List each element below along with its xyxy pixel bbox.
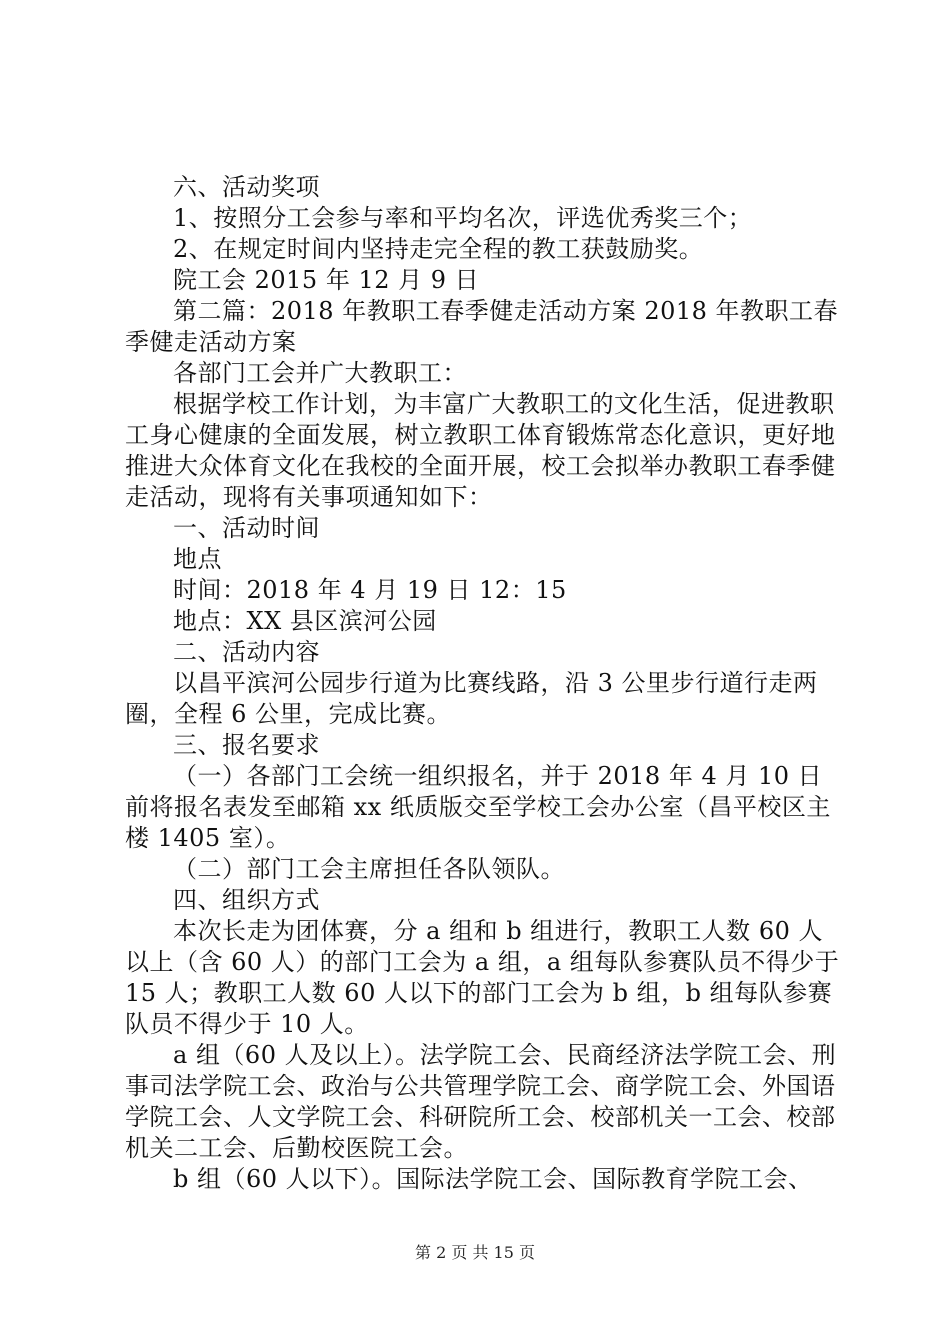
award-item-2: 2、在规定时间内坚持走完全程的教工获鼓励奖。 bbox=[173, 235, 704, 263]
award-item-1: 1、按照分工会参与率和平均名次，评选优秀奖三个； bbox=[173, 204, 753, 232]
registration-item-2: （二）部门工会主席担任各队领队。 bbox=[173, 855, 565, 883]
registration-item-1: （一）各部门工会统一组织报名，并于 2018 年 4 月 10 日前将报名表发至邮箱 xx 纸质版交至学校工会办公室（昌平校区主楼 1405 室）。 bbox=[125, 762, 831, 852]
section-heading-location: 地点 bbox=[173, 545, 222, 573]
section-heading-awards: 六、活动奖项 bbox=[173, 173, 320, 201]
section-heading-registration: 三、报名要求 bbox=[173, 731, 320, 759]
page-footer: 第 2 页 共 15 页 bbox=[415, 1243, 535, 1262]
signature-date: 院工会 2015 年 12 月 9 日 bbox=[173, 266, 480, 294]
section-heading-content: 二、活动内容 bbox=[173, 638, 320, 666]
organization-paragraph: 本次长走为团体赛，分 a 组和 b 组进行，教职工人数 60 人以上（含 60 人）的部门工会为 a 组，a 组每队参赛队员不得少于 15 人；教职工人数 60 人以下的部门工会为 b 组，b 组每队参赛队员不得少于 10 人。 bbox=[125, 917, 840, 1038]
group-b-paragraph: b 组（60 人以下）。国际法学院工会、国际教育学院工会、 bbox=[173, 1165, 813, 1193]
chapter-title: 第二篇：2018 年教职工春季健走活动方案 2018 年教职工春季健走活动方案 bbox=[125, 297, 839, 356]
event-location: 地点：XX 县区滨河公园 bbox=[173, 607, 437, 635]
event-time: 时间：2018 年 4 月 19 日 12：15 bbox=[173, 576, 567, 604]
section-heading-time: 一、活动时间 bbox=[173, 514, 320, 542]
section-heading-organization: 四、组织方式 bbox=[173, 886, 320, 914]
content-paragraph: 以昌平滨河公园步行道为比赛线路，沿 3 公里步行道行走两圈，全程 6 公里，完成比赛。 bbox=[125, 669, 818, 728]
salutation: 各部门工会并广大教职工： bbox=[173, 359, 467, 387]
group-a-paragraph: a 组（60 人及以上）。法学院工会、民商经济法学院工会、刑事司法学院工会、政治与公共管理学院工会、商学院工会、外国语学院工会、人文学院工会、科研院所工会、校部机关一工会、校部机关二工会、后勤校医院工会。 bbox=[125, 1041, 837, 1162]
intro-paragraph: 根据学校工作计划，为丰富广大教职工的文化生活，促进教职工身心健康的全面发展，树立教职工体育锻炼常态化意识，更好地推进大众体育文化在我校的全面开展，校工会拟举办教职工春季健走活动，现将有关事项通知如下： bbox=[125, 390, 836, 511]
document-body bbox=[125, 172, 845, 1195]
